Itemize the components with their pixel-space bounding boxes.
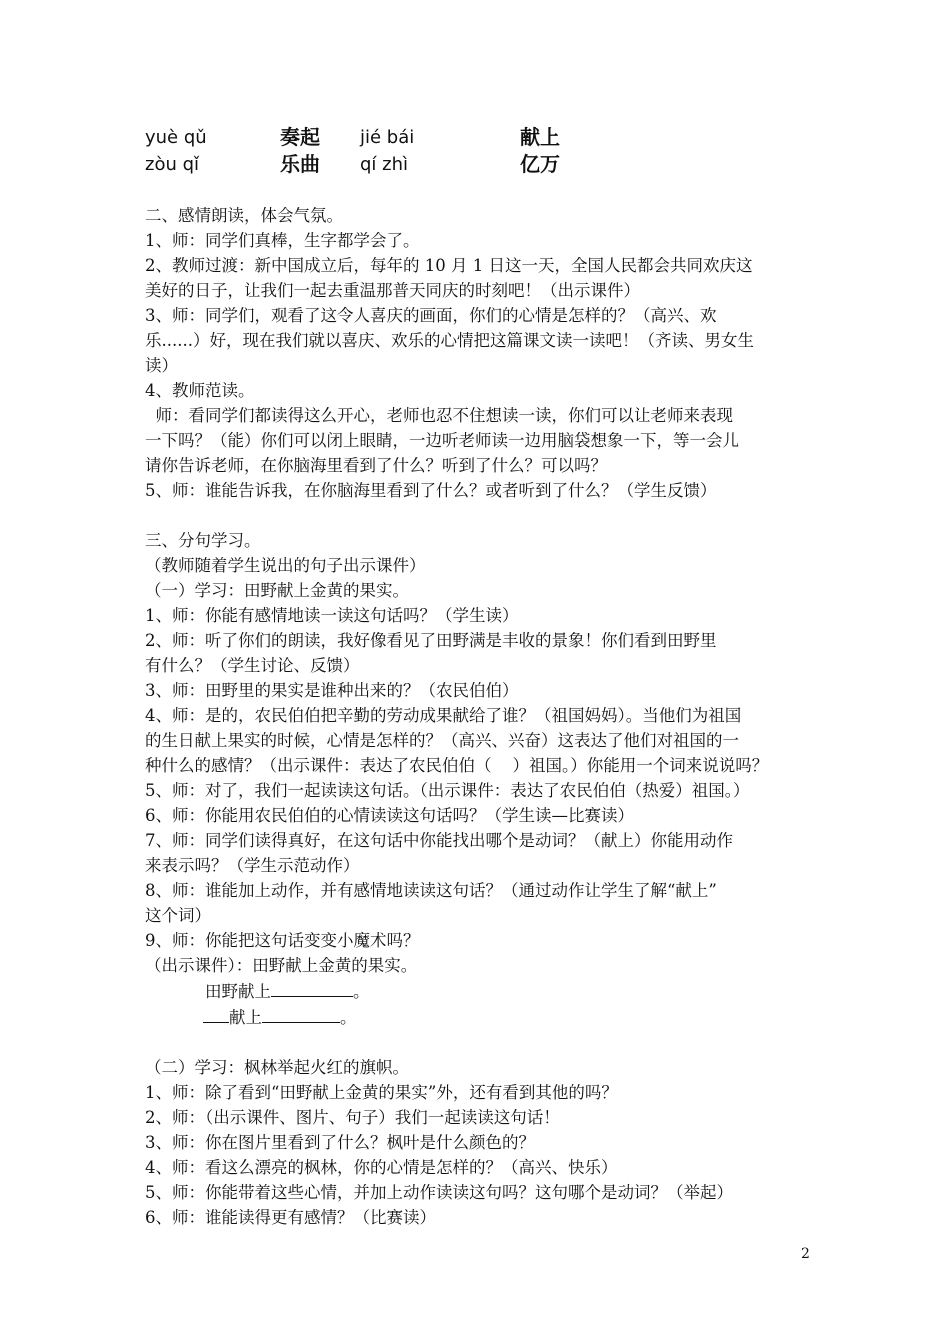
text-line: 师：看同学们都读得这么开心，老师也忍不住想读一读，你们可以让老师来表现 xyxy=(145,406,733,425)
text-line: 3、师：田野里的果实是谁种出来的？（农民伯伯） xyxy=(145,681,519,700)
text-line: 6、师：你能用农民伯伯的心情读读这句话吗？（学生读—比赛读） xyxy=(145,806,634,825)
text-line: 2、师：（出示课件、图片、句子）我们一起读读这句话！ xyxy=(145,1108,560,1127)
text-line: 的生日献上果实的时候，心情是怎样的？（高兴、兴奋）这表达了他们对祖国的一 xyxy=(145,731,739,750)
text-line: 7、师：同学们读得真好，在这句话中你能找出哪个是动词？（献上）你能用动作 xyxy=(145,831,733,850)
hanzi-word: 奏起 xyxy=(280,125,320,149)
pinyin: yuè qǔ xyxy=(145,127,207,148)
text-line: 4、师：看这么漂亮的枫林，你的心情是怎样的？（高兴、快乐） xyxy=(145,1158,618,1177)
text-line: 一下吗？（能）你们可以闭上眼睛，一边听老师读一边用脑袋想象一下，等一会儿 xyxy=(145,431,739,450)
text-line: 1、师：同学们真棒，生字都学会了。 xyxy=(145,231,420,250)
pinyin: qí zhì xyxy=(360,154,409,175)
text-line: 请你告诉老师，在你脑海里看到了什么？听到了什么？可以吗？ xyxy=(145,456,607,475)
text-line: 3、师：同学们，观看了这令人喜庆的画面，你们的心情是怎样的？（高兴、欢 xyxy=(145,306,717,325)
text-line: 美好的日子，让我们一起去重温那普天同庆的时刻吧！（出示课件） xyxy=(145,281,640,300)
text-line: 3、师：你在图片里看到了什么？枫叶是什么颜色的？ xyxy=(145,1133,535,1152)
text-line: 4、教师范读。 xyxy=(145,381,255,400)
blank-underline xyxy=(203,1004,229,1023)
fill-prefix: 田野献上 xyxy=(205,982,271,1001)
fill-in-blank-line-2 xyxy=(145,1004,815,1030)
text-line: 2、师：听了你们的朗读，我好像看见了田野满是丰收的景象！你们看到田野里 xyxy=(145,631,717,650)
text-line: 这个词） xyxy=(145,906,211,925)
text-line: （教师随着学生说出的句子出示课件） xyxy=(145,556,426,575)
blank-underline xyxy=(262,1004,340,1023)
text-line: （出示课件）：田野献上金黄的果实。 xyxy=(145,956,418,975)
document-body xyxy=(145,124,815,1230)
text-line: 乐......）好，现在我们就以喜庆、欢乐的心情把这篇课文读一读吧！（齐读、男女生 xyxy=(145,331,754,350)
spacer xyxy=(145,503,815,528)
pinyin: zòu qǐ xyxy=(145,154,200,175)
text-line: 读） xyxy=(145,356,178,375)
text-line: 8、师：谁能加上动作，并有感情地读读这句话？（通过动作让学生了解“献上” xyxy=(145,881,717,900)
hanzi-word: 献上 xyxy=(520,125,560,149)
page-number: 2 xyxy=(801,1246,810,1262)
fill-suffix: 。 xyxy=(340,1008,357,1027)
section4-lines xyxy=(145,1080,815,1230)
text-line: 6、师：谁能读得更有感情？（比赛读） xyxy=(145,1208,436,1227)
text-line: 4、师：是的，农民伯伯把辛勤的劳动成果献给了谁？（祖国妈妈）。当他们为祖国 xyxy=(145,706,742,725)
text-line: 有什么？（学生讨论、反馈） xyxy=(145,656,360,675)
blank-underline xyxy=(271,978,353,997)
fill-suffix: 。 xyxy=(353,982,370,1001)
hanzi-word: 亿万 xyxy=(520,152,560,176)
section-heading: （二）学习：枫林举起火红的旗帜。 xyxy=(145,1058,409,1077)
pinyin: jié bái xyxy=(360,127,415,148)
fill-middle: 献上 xyxy=(229,1008,262,1027)
section-heading: 三、分句学习。 xyxy=(145,531,261,550)
text-line: 9、师：你能把这句话变变小魔术吗？ xyxy=(145,931,420,950)
text-line: 2、教师过渡：新中国成立后，每年的 10 月 1 日这一天，全国人民都会共同欢庆这 xyxy=(145,256,753,275)
text-line: 1、师：你能有感情地读一读这句话吗？（学生读） xyxy=(145,606,519,625)
text-line: 5、师：对了，我们一起读读这句话。（出示课件：表达了农民伯伯（热爱）祖国。） xyxy=(145,781,750,800)
pinyin-vocabulary-table xyxy=(145,124,815,178)
fill-in-blank-line-1 xyxy=(145,978,815,1004)
spacer xyxy=(145,178,815,203)
text-line: 5、师：你能带着这些心情，并加上动作读读这句吗？这句哪个是动词？（举起） xyxy=(145,1183,733,1202)
text-line: （一）学习：田野献上金黄的果实。 xyxy=(145,581,409,600)
text-line: 5、师：谁能告诉我，在你脑海里看到了什么？或者听到了什么？（学生反馈） xyxy=(145,481,717,500)
section-heading: 二、感情朗读，体会气氛。 xyxy=(145,206,343,225)
text-line: 来表示吗？（学生示范动作） xyxy=(145,856,360,875)
text-line: 1、师：除了看到“田野献上金黄的果实”外，还有看到其他的吗？ xyxy=(145,1083,618,1102)
spacer xyxy=(145,1030,815,1055)
hanzi-word: 乐曲 xyxy=(280,152,320,176)
section2-lines xyxy=(145,228,815,503)
section3-lines xyxy=(145,553,815,978)
text-line: 种什么的感情？（出示课件：表达了农民伯伯（ ）祖国。）你能用一个词来说说吗？ xyxy=(145,756,769,775)
